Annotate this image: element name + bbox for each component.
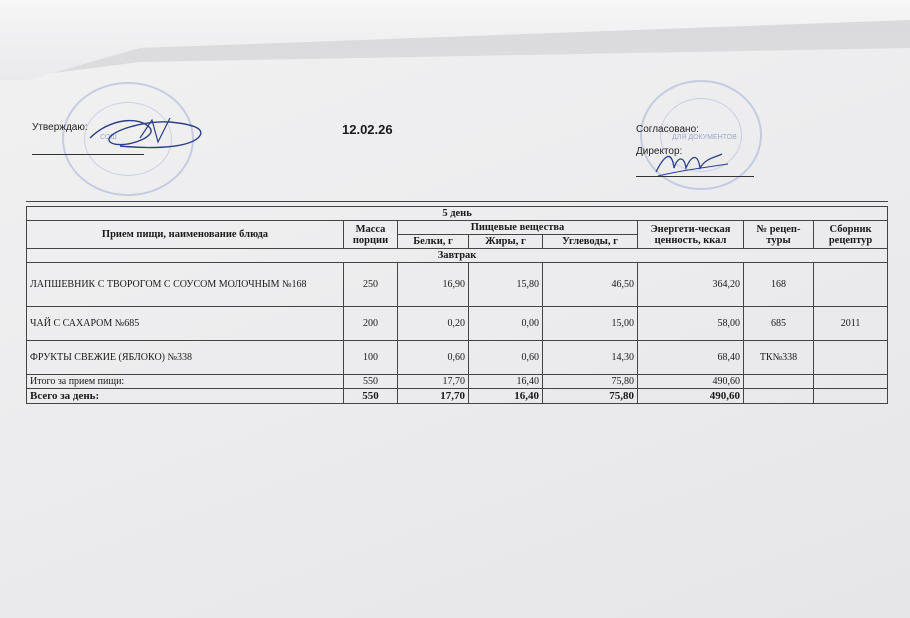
- dish-name: ФРУКТЫ СВЕЖИЕ (ЯБЛОКО) №338: [27, 341, 344, 375]
- dish-fat: 15,80: [469, 263, 543, 307]
- meal-total-carbs: 75,80: [543, 375, 638, 389]
- header-recipe-no: № рецеп-туры: [744, 221, 814, 249]
- table-row: [27, 263, 888, 307]
- header-collection: Сборник рецептур: [814, 221, 888, 249]
- day-total-label: Всего за день:: [27, 389, 344, 404]
- dish-carbs: 46,50: [543, 263, 638, 307]
- header-energy: Энергети-ческая ценность, ккал: [638, 221, 744, 249]
- header-carbs: Углеводы, г: [543, 235, 638, 249]
- dish-carbs: 14,30: [543, 341, 638, 375]
- right-stamp-text: ДЛЯ ДОКУМЕНТОВ: [672, 134, 737, 141]
- meal-total-label: Итого за прием пищи:: [27, 375, 344, 389]
- dish-collection: [814, 341, 888, 375]
- table-row: [27, 341, 888, 375]
- day-total-row: [27, 389, 888, 404]
- dish-recipe: 168: [744, 263, 814, 307]
- divider: [26, 201, 888, 202]
- dish-energy: 364,20: [638, 263, 744, 307]
- header-nutrients: Пищевые вещества: [398, 221, 638, 235]
- director-label: Директор:: [636, 146, 683, 157]
- dish-mass: 100: [344, 341, 398, 375]
- section-title: Завтрак: [27, 249, 888, 263]
- section-row: [27, 249, 888, 263]
- header-mass: Масса порции: [344, 221, 398, 249]
- header-row: [27, 221, 888, 235]
- day-title-row: [27, 207, 888, 221]
- left-stamp-text: СОШ: [100, 134, 117, 141]
- dish-energy: 58,00: [638, 307, 744, 341]
- day-total-fat: 16,40: [469, 389, 543, 404]
- dish-fat: 0,00: [469, 307, 543, 341]
- left-signature-icon: [80, 108, 210, 158]
- approve-signature-line: [32, 154, 144, 155]
- header-protein: Белки, г: [398, 235, 469, 249]
- dish-name: ЧАЙ С САХАРОМ №685: [27, 307, 344, 341]
- director-signature-line: [636, 176, 754, 177]
- dish-name: ЛАПШЕВНИК С ТВОРОГОМ С СОУСОМ МОЛОЧНЫМ №168: [27, 263, 344, 307]
- dish-collection: [814, 263, 888, 307]
- dish-mass: 200: [344, 307, 398, 341]
- dish-mass: 250: [344, 263, 398, 307]
- dish-recipe: ТК№338: [744, 341, 814, 375]
- dish-recipe: 685: [744, 307, 814, 341]
- dish-protein: 16,90: [398, 263, 469, 307]
- meal-total-fat: 16,40: [469, 375, 543, 389]
- meal-total-energy: 490,60: [638, 375, 744, 389]
- menu-table: [26, 206, 888, 404]
- header-meal: Прием пищи, наименование блюда: [27, 221, 344, 249]
- day-total-energy: 490,60: [638, 389, 744, 404]
- day-total-mass: 550: [344, 389, 398, 404]
- dish-protein: 0,60: [398, 341, 469, 375]
- day-total-carbs: 75,80: [543, 389, 638, 404]
- dish-energy: 68,40: [638, 341, 744, 375]
- dish-protein: 0,20: [398, 307, 469, 341]
- dish-fat: 0,60: [469, 341, 543, 375]
- meal-total-row: [27, 375, 888, 389]
- document-date: 12.02.26: [342, 122, 393, 137]
- day-total-protein: 17,70: [398, 389, 469, 404]
- meal-total-mass: 550: [344, 375, 398, 389]
- approve-label: Утверждаю:: [32, 122, 88, 133]
- dish-carbs: 15,00: [543, 307, 638, 341]
- header-fat: Жиры, г: [469, 235, 543, 249]
- table-row: [27, 307, 888, 341]
- agreed-label: Согласовано:: [636, 124, 699, 135]
- dish-collection: 2011: [814, 307, 888, 341]
- meal-total-protein: 17,70: [398, 375, 469, 389]
- day-title: 5 день: [27, 207, 888, 221]
